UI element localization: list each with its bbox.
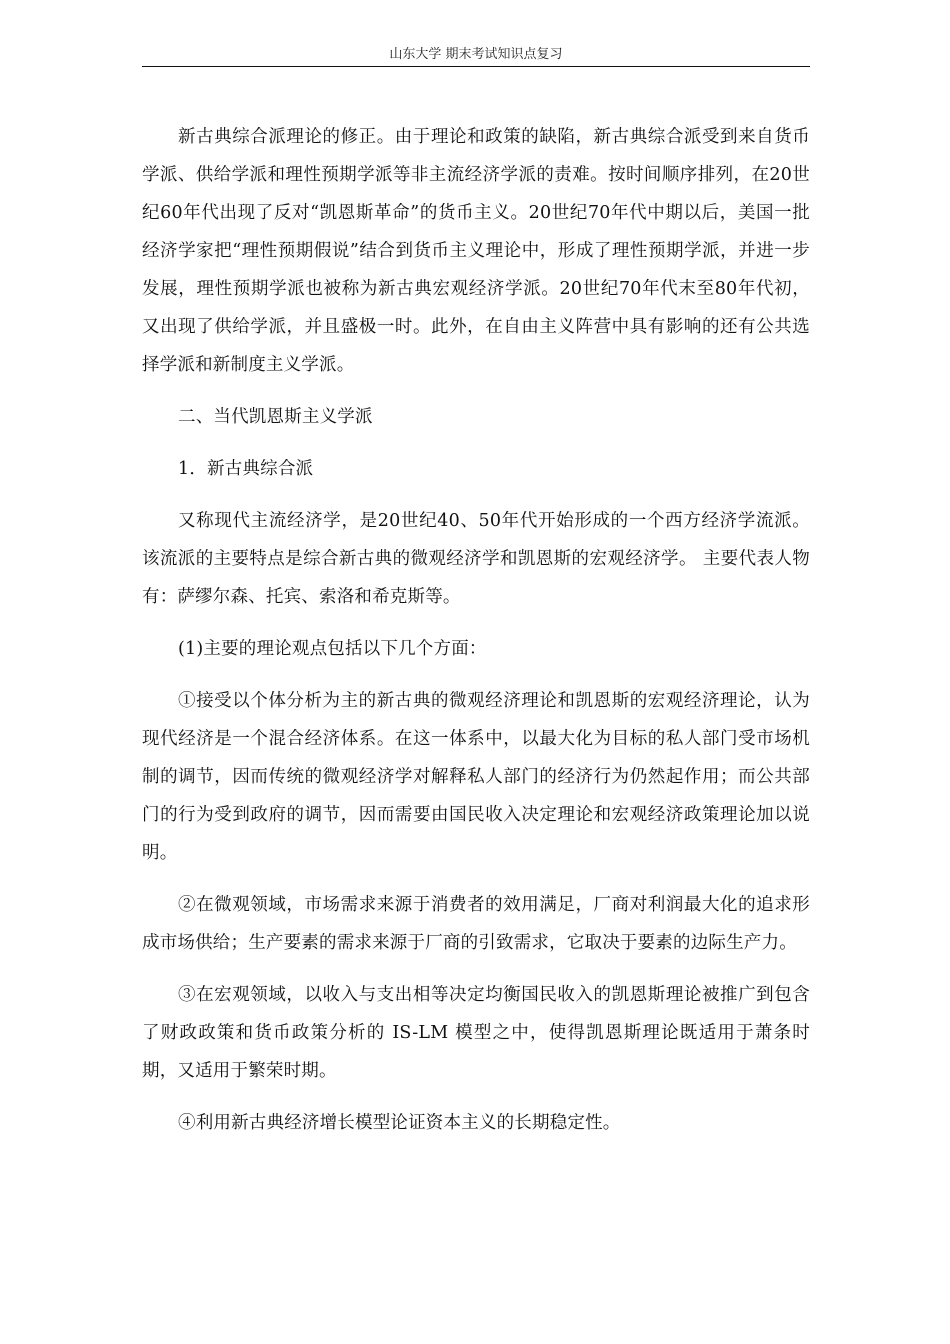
paragraph-neoclassical-revision: 新古典综合派理论的修正。由于理论和政策的缺陷，新古典综合派受到来自货币学派、供给学派和理性预期学派等非主流经济学派的责难。按时间顺序排列，在20世纪60年代出现了反对“凯恩斯革命”的货币主义。20世纪70年代中期以后，美国一批经济学家把“理性预期假说”结合到货币主义理论中，形成了理性预期学派，并进一步发展，理性预期学派也被称为新古典宏观经济学派。20世纪70年代末至80年代初，又出现了供给学派，并且盛极一时。此外，在自由主义阵营中具有影响的还有公共选择学派和新制度主义学派。 [142,127,810,375]
paragraph-point-1: ①接受以个体分析为主的新古典的微观经济理论和凯恩斯的宏观经济理论，认为现代经济是一个混合经济体系。在这一体系中，以最大化为目标的私人部门受市场机制的调节，因而传统的微观经济学对解释私人部门的经济行为仍然起作用；而公共部门的行为受到政府的调节，因而需要由国民收入决定理论和宏观经济政策理论加以说明。 [142,691,810,863]
paragraph-main-views-intro: (1)主要的理论观点包括以下几个方面： [178,639,487,659]
paragraph-point-3: ③在宏观领域，以收入与支出相等决定均衡国民收入的凯恩斯理论被推广到包含了财政政策和货币政策分析的 IS-LM 模型之中，使得凯恩斯理论既适用于萧条时期，又适用于繁荣时期。 [142,985,810,1081]
document-body [142,118,810,1156]
header-rule [142,66,810,67]
paragraph-definition: 又称现代主流经济学，是20世纪40、50年代开始形成的一个西方经济学流派。该流派的主要特点是综合新古典的微观经济学和凯恩斯的宏观经济学。 主要代表人物有：萨缪尔森、托宾、索洛和希克斯等。 [142,511,810,607]
section-heading-keynesian-schools: 二、当代凯恩斯主义学派 [178,407,373,427]
paragraph-point-4: ④利用新古典经济增长模型论证资本主义的长期稳定性。 [178,1113,621,1133]
subsection-heading-neoclassical-synthesis: 1．新古典综合派 [178,459,314,479]
page-header: 山东大学 期末考试知识点复习 [389,47,563,62]
paragraph-point-2: ②在微观领域，市场需求来源于消费者的效用满足，厂商对利润最大化的追求形成市场供给；生产要素的需求来源于厂商的引致需求，它取决于要素的边际生产力。 [142,895,810,953]
